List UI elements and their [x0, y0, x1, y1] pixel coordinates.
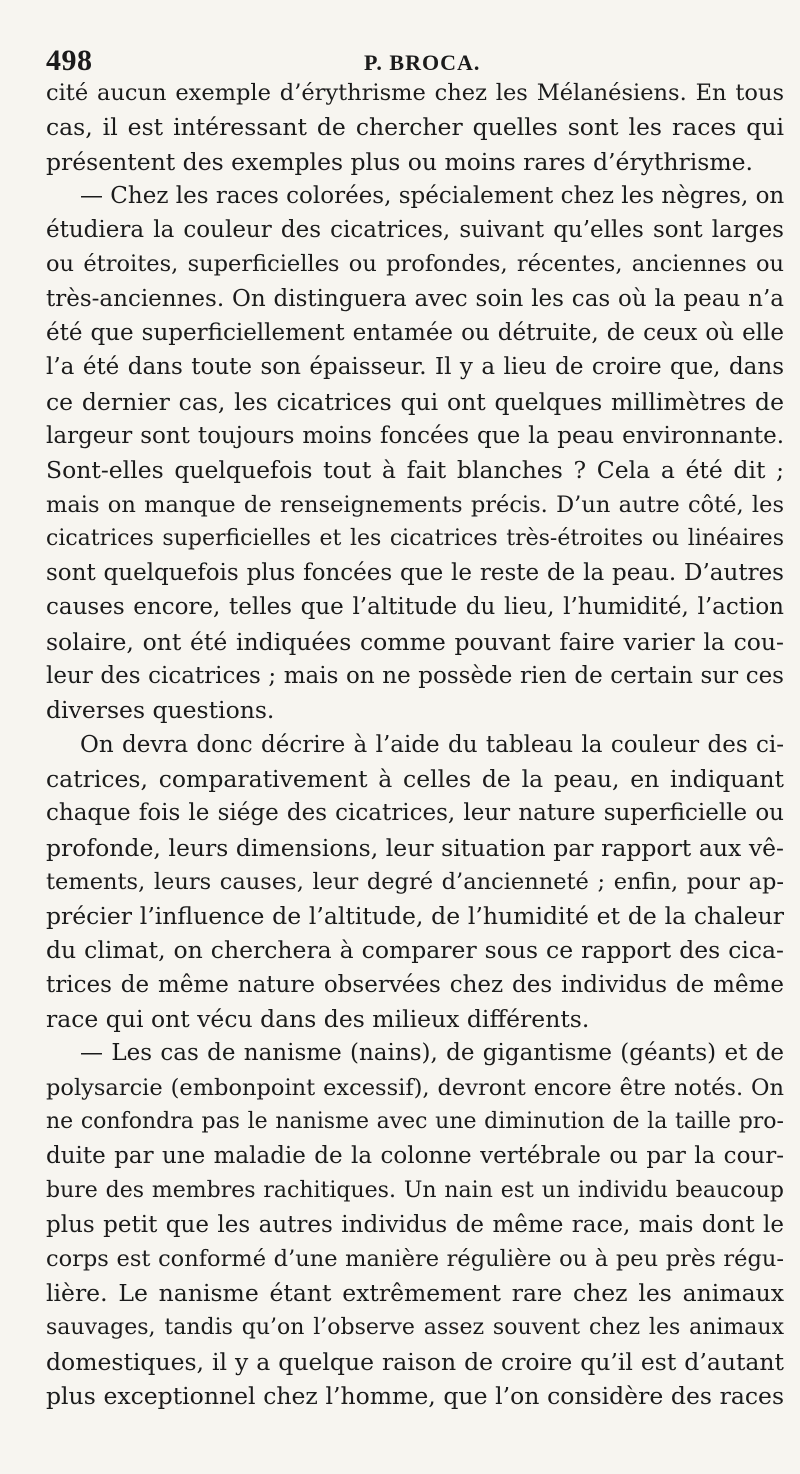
text-line: chaque fois le siége des cicatrices, leur nature superficielle ou: [46, 800, 784, 827]
body-text: [46, 76, 784, 1414]
text-line: plus petit que les autres individus de même race, mais dont le: [46, 1211, 784, 1238]
text-line: causes encore, telles que l’altitude du lieu, l’humidité, l’action: [46, 594, 784, 621]
text-line: cité aucun exemple d’érythrisme chez les Mélanésiens. En tous: [46, 80, 784, 106]
text-line: ou étroites, superficielles ou profondes, récentes, anciennes ou: [46, 251, 784, 278]
text-line: l’a été dans toute son épaisseur. Il y a lieu de croire que, dans: [46, 354, 784, 381]
text-line: sont quelquefois plus foncées que le reste de la peau. D’autres: [46, 560, 784, 587]
text-line: catrices, comparativement à celles de la peau, en indiquant: [46, 764, 784, 793]
text-line: duite par une maladie de la colonne vertébrale ou par la cour-: [46, 1143, 784, 1170]
text-line: profonde, leurs dimensions, leur situation par rapport aux vê-: [46, 833, 784, 862]
text-line: étudiera la couleur des cicatrices, suivant qu’elles sont larges: [46, 217, 784, 244]
text-line: domestiques, il y a quelque raison de croire qu’il est d’autant: [46, 1347, 784, 1376]
text-line: leur des cicatrices ; mais on ne possède rien de certain sur ces: [46, 663, 784, 690]
text-line: plus exceptionnel chez l’homme, que l’on considère des races: [46, 1382, 784, 1411]
text-line: tements, leurs causes, leur degré d’ancienneté ; enfin, pour ap-: [46, 868, 784, 895]
text-line: cicatrices superficielles et les cicatrices très-étroites ou linéaires: [46, 525, 784, 551]
running-head: P. BROCA.: [364, 50, 481, 75]
text-line: — Les cas de nanisme (nains), de gigantisme (géants) et de: [80, 1040, 784, 1067]
text-line: polysarcie (embonpoint excessif), devront encore être notés. On: [46, 1074, 784, 1101]
text-line: précier l’influence de l’altitude, de l’humidité et de la chaleur: [46, 902, 784, 931]
text-line: diverses questions.: [46, 696, 275, 725]
page-number: 498: [46, 44, 93, 77]
text-line: solaire, ont été indiquées comme pouvant faire varier la cou-: [46, 627, 784, 656]
page-header: [46, 44, 786, 78]
text-line: largeur sont toujours moins foncées que la peau environnante.: [46, 422, 784, 449]
text-line: Sont-elles quelquefois tout à fait blanches ? Cela a été dit ;: [46, 456, 784, 485]
text-line: mais on manque de renseignements précis. D’un autre côté, les: [46, 491, 784, 518]
text-line: ne confondra pas le nanisme avec une diminution de la taille pro-: [46, 1108, 784, 1134]
text-line: race qui ont vécu dans des milieux différents.: [46, 1005, 590, 1034]
text-line: trices de même nature observées chez des individus de même: [46, 971, 784, 998]
text-line: très-anciennes. On distinguera avec soin les cas où la peau n’a: [46, 285, 784, 312]
text-line: bure des membres rachitiques. Un nain est un individu beaucoup: [46, 1177, 784, 1203]
text-line: — Chez les races colorées, spécialement chez les nègres, on: [80, 182, 784, 209]
text-line: On devra donc décrire à l’aide du tableau la couleur des ci-: [80, 731, 784, 758]
text-line: cas, il est intéressant de chercher quelles sont les races qui: [46, 113, 784, 142]
text-line: ce dernier cas, les cicatrices qui ont quelques millimètres de: [46, 387, 784, 416]
text-line: sauvages, tandis qu’on l’observe assez souvent chez les animaux: [46, 1314, 784, 1340]
text-line: été que superficiellement entamée ou détruite, de ceux où elle: [46, 320, 784, 347]
text-line: corps est conformé d’une manière régulière ou à peu près régu-: [46, 1246, 784, 1273]
text-line: lière. Le nanisme étant extrêmement rare chez les animaux: [46, 1279, 784, 1308]
text-line: présentent des exemples plus ou moins rares d’érythrisme.: [46, 147, 753, 176]
text-line: du climat, on cherchera à comparer sous ce rapport des cica-: [46, 936, 784, 965]
